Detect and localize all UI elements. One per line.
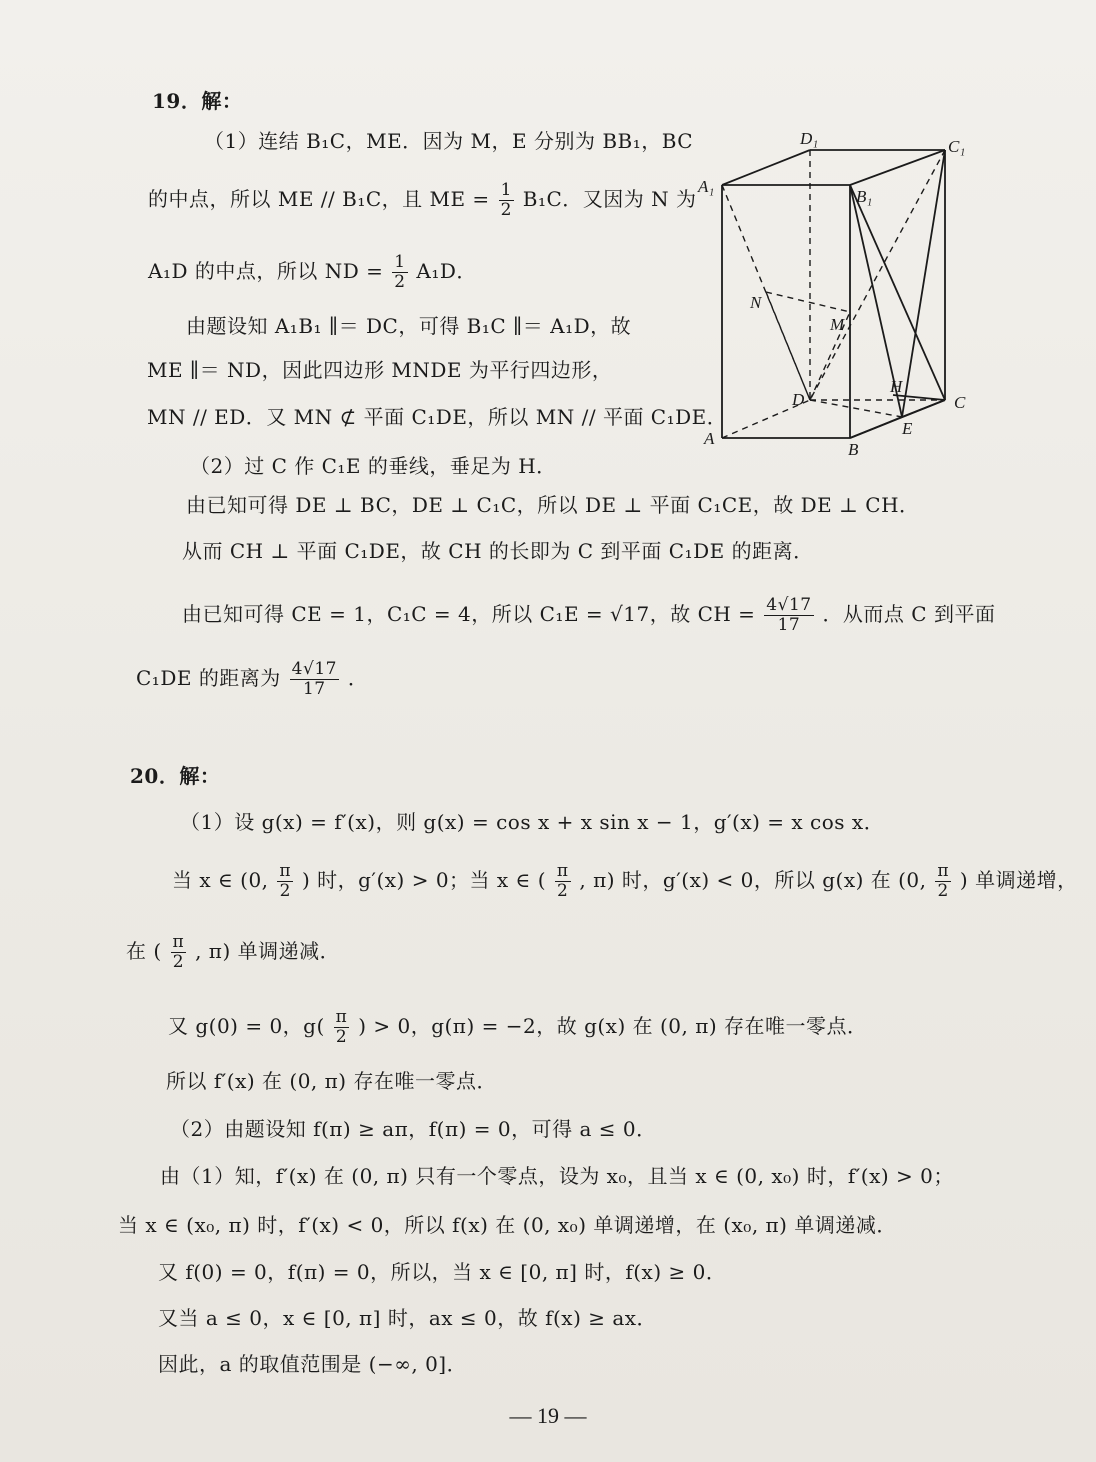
q19-line-2-b: B₁C．又因为 N 为 (522, 187, 697, 211)
fraction-pi-half: $\frac{\pi}{2}$ (335, 1007, 348, 1047)
q19-line-9: 从而 CH ⊥ 平面 C₁DE，故 CH 的长即为 C 到平面 C₁DE 的距离． (182, 539, 814, 563)
q20-line-10: 又当 a ≤ 0，x ∈ [0, π] 时，ax ≤ 0，故 f(x) ≥ ax． (158, 1306, 658, 1330)
fraction-pi-half: $\frac{\pi}{2}$ (937, 861, 950, 901)
fraction-ch: $\frac{4√17}{17}$ (766, 595, 812, 635)
label-A: A (704, 429, 715, 448)
page-number: — 19 — (509, 1403, 587, 1428)
q19-line-10-b: ．从而点 C 到平面 (822, 602, 996, 626)
q19-line-11-b: ． (347, 666, 369, 690)
q19-line-11-a: C₁DE 的距离为 (136, 666, 281, 690)
q20-line-3-b: , π) 单调递减． (195, 939, 341, 963)
q20-line-8: 当 x ∈ (x₀, π) 时，f′(x) < 0，所以 f(x) 在 (0, x₀) 单调递增，在 (x₀, π) 单调递减． (118, 1213, 897, 1237)
label-M: M (830, 315, 845, 334)
q19-line-3 (148, 253, 477, 292)
q20-line-5: 所以 f′(x) 在 (0, π) 存在唯一零点． (166, 1069, 497, 1093)
label-C: C (954, 393, 966, 412)
label-D: D (792, 390, 805, 409)
q19-line-6: MN // ED．又 MN ⊄ 平面 C₁DE，所以 MN // 平面 C₁DE． (147, 405, 728, 429)
q19-heading: 19．解： (152, 89, 243, 113)
q20-line-3-a: 在 ( (126, 939, 162, 963)
q19-line-3-a: A₁D 的中点，所以 ND = (148, 259, 384, 283)
q20-line-2 (172, 862, 1078, 901)
q20-line-4 (168, 1008, 868, 1047)
q20-line-4-b: ) > 0，g(π) = −2，故 g(x) 在 (0, π) 存在唯一零点． (358, 1014, 868, 1038)
q19-line-7: （2）过 C 作 C₁E 的垂线，垂足为 H． (190, 454, 557, 478)
q20-line-2-d: ) 单调递增， (959, 868, 1078, 892)
q19-line-11 (136, 660, 368, 699)
fraction-distance: $\frac{4√17}{17}$ (291, 659, 337, 699)
q20-line-4-a: 又 g(0) = 0，g( (168, 1014, 325, 1038)
label-C1: C₁ (948, 137, 966, 156)
q19-line-2 (148, 181, 696, 220)
label-E: E (902, 419, 913, 438)
q20-line-2-a: 当 x ∈ (0, (172, 868, 269, 892)
label-B1: B₁ (856, 187, 873, 206)
prism-figure (690, 130, 980, 460)
q19-line-10-a: 由已知可得 CE = 1，C₁C = 4，所以 C₁E = √17，故 CH = (182, 602, 756, 626)
label-H: H (890, 377, 903, 396)
label-B: B (848, 440, 859, 459)
q19-line-5: ME ∥＝ ND，因此四边形 MNDE 为平行四边形， (147, 358, 613, 382)
q20-line-7: 由（1）知，f′(x) 在 (0, π) 只有一个零点，设为 x₀，且当 x ∈ (0, x₀) 时，f′(x) > 0； (160, 1164, 954, 1188)
q19-line-4: 由题设知 A₁B₁ ∥＝ DC，可得 B₁C ∥＝ A₁D，故 (186, 314, 632, 338)
fraction-pi-half: $\frac{\pi}{2}$ (556, 861, 569, 901)
label-D1: D₁ (800, 130, 819, 148)
q19-line-2-a: 的中点，所以 ME // B₁C，且 ME = (148, 187, 490, 211)
q20-line-11: 因此，a 的取值范围是 (−∞, 0]． (158, 1352, 468, 1376)
q19-line-1: （1）连结 B₁C，ME．因为 M，E 分别为 BB₁，BC (204, 129, 694, 153)
fraction-half: $\frac{1}{2}$ (500, 180, 512, 220)
q19-line-3-b: A₁D． (416, 259, 477, 283)
fraction-half: $\frac{1}{2}$ (394, 252, 406, 292)
label-N: N (750, 293, 762, 312)
q20-line-2-b: ) 时，g′(x) > 0；当 x ∈ ( (301, 868, 546, 892)
q20-line-1: （1）设 g(x) = f′(x)，则 g(x) = cos x + x sin x − 1，g′(x) = x cos x． (180, 810, 885, 834)
q19-line-8: 由已知可得 DE ⊥ BC，DE ⊥ C₁C，所以 DE ⊥ 平面 C₁CE，故 DE ⊥ CH． (186, 493, 920, 517)
q20-line-3 (126, 933, 340, 972)
label-A1: A₁ (698, 177, 715, 196)
q20-line-9: 又 f(0) = 0，f(π) = 0，所以，当 x ∈ [0, π] 时，f(x) ≥ 0． (158, 1260, 727, 1284)
fraction-pi-half: $\frac{\pi}{2}$ (279, 861, 292, 901)
fraction-pi-half: $\frac{\pi}{2}$ (172, 932, 185, 972)
q19-line-10 (182, 596, 995, 635)
q20-line-6: （2）由题设知 f(π) ≥ aπ，f(π) = 0，可得 a ≤ 0． (170, 1117, 657, 1141)
q20-heading: 20．解： (130, 764, 221, 788)
q20-line-2-c: , π) 时，g′(x) < 0，所以 g(x) 在 (0, (579, 868, 927, 892)
